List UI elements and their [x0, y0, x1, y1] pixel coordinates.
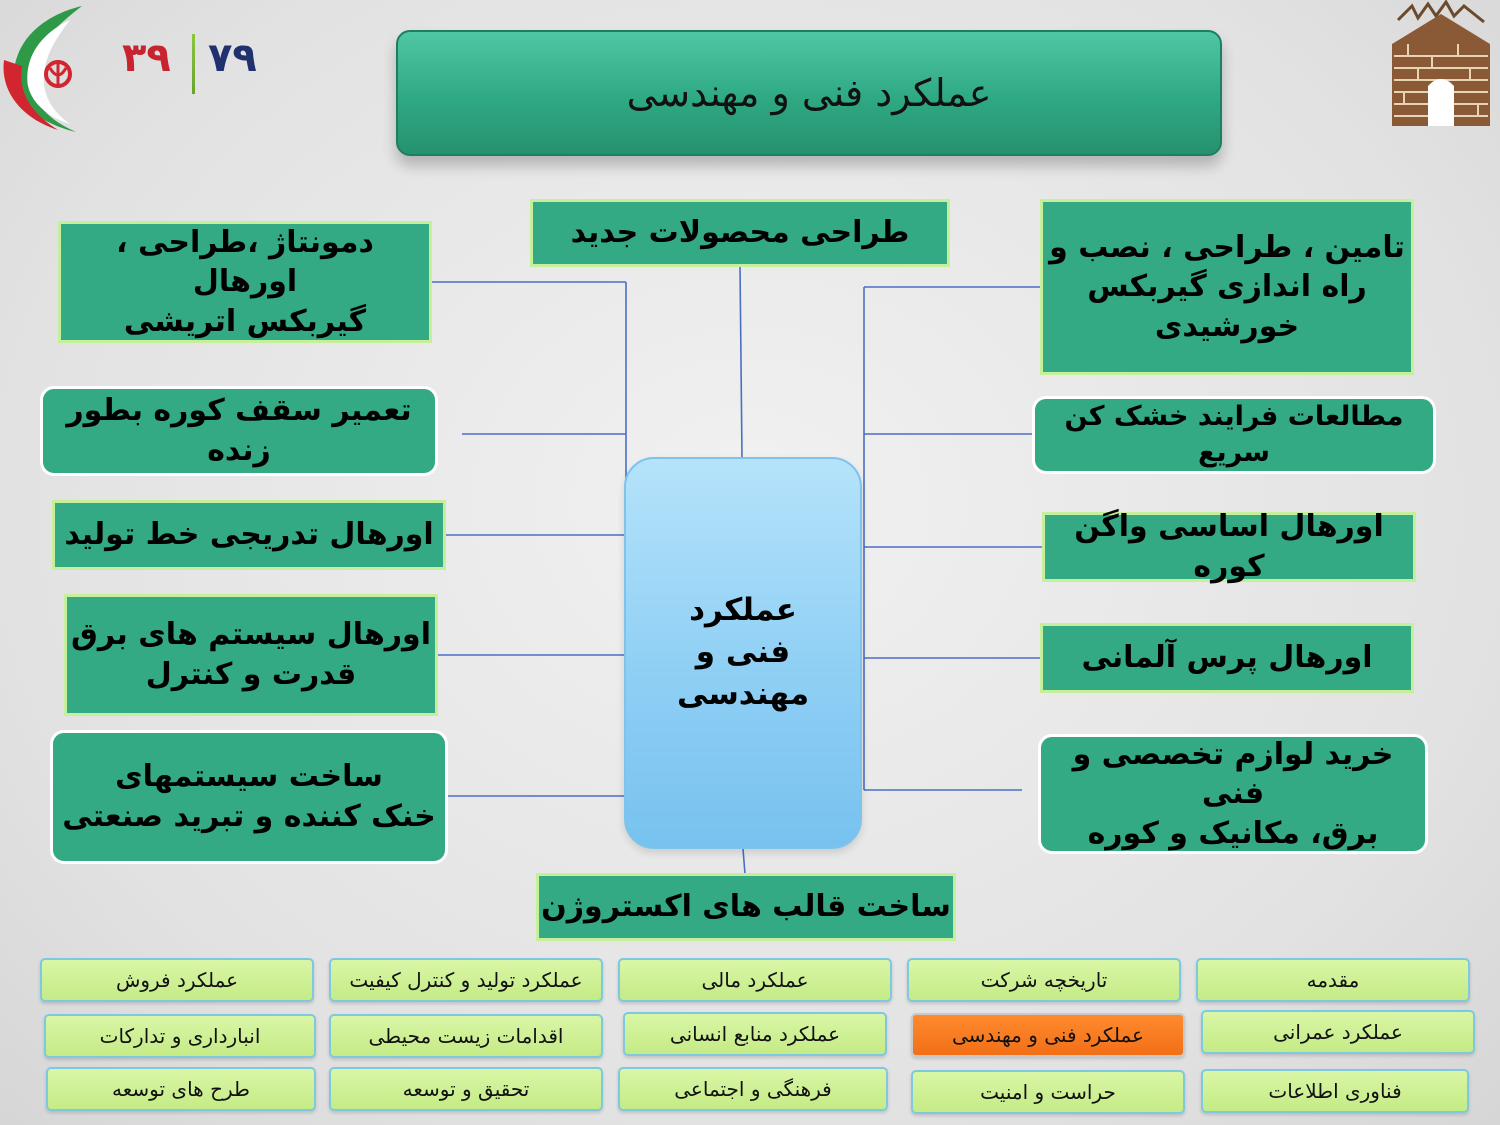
node-right-2 [1032, 396, 1436, 474]
node-left-5-line1: ساخت سیستمهای [115, 759, 383, 795]
nav-it[interactable]: فناوری اطلاعات [1201, 1069, 1469, 1113]
node-right-4-label: اورهال پرس آلمانی [1081, 640, 1373, 676]
node-right-2-label: مطالعات فرایند خشک کن سریع [1064, 401, 1404, 468]
node-right-1 [1040, 199, 1414, 375]
nav-production-quality[interactable]: عملکرد تولید و کنترل کیفیت [329, 958, 603, 1002]
node-left-1-line1: دمونتاژ ،طراحی ، اورهال [116, 224, 374, 300]
center-node [624, 457, 862, 849]
node-top-label: طراحی محصولات جدید [570, 215, 910, 251]
nav-environment[interactable]: اقدامات زیست محیطی [329, 1014, 603, 1058]
node-left-5 [50, 730, 448, 864]
node-left-3 [52, 500, 446, 570]
node-right-5 [1038, 734, 1428, 854]
node-right-1-line3: خورشیدی [1154, 308, 1300, 344]
node-right-3-label: اورهال اساسی واگن کوره [1074, 509, 1384, 584]
nav-construction[interactable]: عملکرد عمرانی [1201, 1010, 1475, 1054]
nav-security[interactable]: حراست و امنیت [911, 1070, 1185, 1114]
node-right-3 [1042, 509, 1416, 584]
node-left-4-line2: قدرت و کنترل [145, 657, 357, 692]
node-bottom-label: ساخت قالب های اکستروژن [541, 889, 951, 925]
node-left-4 [64, 594, 438, 716]
center-node-line1: عملکرد [689, 592, 797, 629]
node-right-4 [1040, 623, 1414, 693]
node-left-1-line2: گیربکس اتریشی [123, 303, 367, 339]
nav-technical-engineering[interactable]: عملکرد فنی و مهندسی [911, 1013, 1185, 1057]
node-left-3-label: اورهال تدریجی خط تولید [64, 517, 434, 553]
nav-financial[interactable]: عملکرد مالی [618, 958, 892, 1002]
node-right-5-line1: خرید لوازم تخصصی و فنی [1072, 736, 1394, 812]
node-top [530, 199, 950, 267]
node-left-1 [58, 221, 432, 343]
node-right-5-line2: برق، مکانیک و کوره [1087, 815, 1379, 851]
nav-development-plans[interactable]: طرح های توسعه [46, 1067, 316, 1111]
nav-human-resources[interactable]: عملکرد منابع انسانی [623, 1012, 887, 1056]
nav-research-development[interactable]: تحقیق و توسعه [329, 1067, 603, 1111]
connector-top [740, 266, 742, 457]
node-left-5-line2: خنک کننده و تبرید صنعتی [62, 799, 436, 834]
node-right-1-line1: تامین ، طراحی ، نصب و [1049, 229, 1405, 265]
page-title: عملکرد فنی و مهندسی [396, 30, 1222, 156]
nav-company-history[interactable]: تاریخچه شرکت [907, 958, 1181, 1002]
page-number-current: ۳۹ [122, 35, 171, 81]
page-number-total: ۷۹ [208, 35, 257, 81]
nav-cultural-social[interactable]: فرهنگی و اجتماعی [618, 1067, 888, 1111]
center-node-line2: فنی و مهندسی [676, 634, 810, 712]
nav-sales[interactable]: عملکرد فروش [40, 958, 314, 1002]
connector-bottom [743, 849, 745, 874]
node-bottom [536, 873, 956, 941]
nav-warehouse-procurement[interactable]: انبارداری و تدارکات [44, 1014, 316, 1058]
node-left-2 [40, 386, 438, 476]
nav-intro[interactable]: مقدمه [1196, 958, 1470, 1002]
node-right-1-line2: راه اندازی گیربکس [1087, 269, 1367, 305]
node-left-4-line1: اورهال سیستم های برق [71, 617, 431, 653]
node-left-2-label: تعمیر سقف کوره بطور زنده [66, 393, 412, 468]
